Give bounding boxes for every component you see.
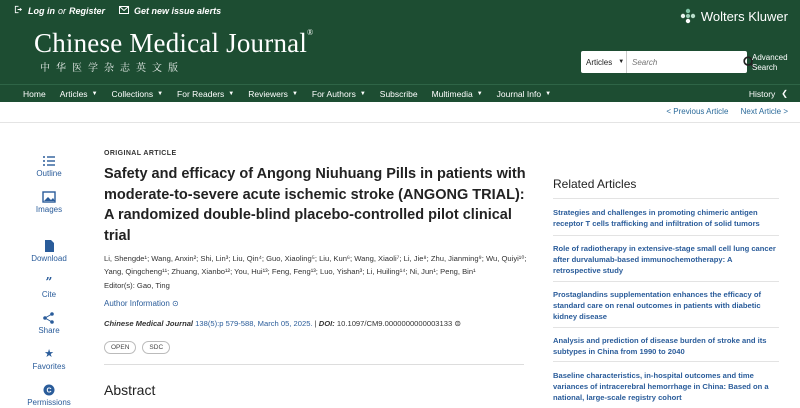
- nav-item-articles[interactable]: [60, 89, 98, 99]
- issue-alerts-link[interactable]: Get new issue alerts: [134, 6, 222, 16]
- registered-mark: ®: [307, 28, 314, 37]
- wolters-kluwer-logo-icon: [680, 8, 696, 24]
- tool-label: Favorites: [32, 362, 66, 371]
- register-link[interactable]: Register: [69, 6, 106, 16]
- nav-label: Reviewers: [248, 88, 288, 99]
- issue-link[interactable]: 138(5):p 579-588, March 05, 2025.: [195, 319, 313, 328]
- nav-label: Subscribe: [379, 88, 418, 99]
- chevron-down-icon: ▼: [228, 90, 235, 97]
- nav-label: For Authors: [311, 88, 356, 99]
- svg-text:C: C: [46, 387, 52, 395]
- login-link[interactable]: Log in: [28, 6, 55, 16]
- related-heading: Related Articles: [553, 177, 637, 191]
- tool-label: Images: [35, 205, 63, 214]
- or-text: or: [58, 6, 67, 16]
- author-information-toggle[interactable]: [104, 299, 179, 308]
- doi-value: 10.1097/CM9.0000000000003133: [336, 319, 453, 328]
- publisher-name: Wolters Kluwer: [700, 8, 788, 24]
- nav-item-journal-info[interactable]: [497, 89, 551, 99]
- tool-label: Permissions: [27, 398, 71, 407]
- related-article-link[interactable]: Role of radiotherapy in extensive-stage small cell lung cancer after durvalumab-based immunochemotherapy: A retrospective study: [553, 244, 776, 275]
- download-tool[interactable]: [25, 240, 73, 263]
- chevron-down-icon: ▼: [359, 90, 366, 97]
- search-scope-select[interactable]: [581, 51, 627, 73]
- chevron-down-icon: ▼: [91, 90, 98, 97]
- nav-item-for-authors[interactable]: [312, 89, 366, 99]
- advanced-label-1: Advanced: [752, 53, 788, 62]
- images-icon: [42, 191, 56, 203]
- chevron-down-icon: ▼: [545, 90, 552, 97]
- related-article-link[interactable]: Baseline characteristics, in-hospital outcomes and time variances of intracerebral hemorrhage in China: Based on a national, large-scale registry cohort: [553, 371, 769, 402]
- tool-label: Cite: [41, 290, 57, 299]
- nav-item-multimedia[interactable]: [432, 89, 483, 99]
- article-title: Safety and efficacy of Angong Niuhuang Pills in patients with moderate-to-severe acute ischemic stroke (ANGONG TRIAL): A randomized double-blind placebo-controlled pilot clinical trial: [104, 166, 526, 244]
- citation-line: [104, 319, 461, 328]
- copyright-icon: [42, 384, 56, 396]
- nav-label: Home: [23, 88, 46, 99]
- alert-mail-icon: [119, 6, 129, 17]
- tool-label: Download: [31, 254, 67, 263]
- search-box: [581, 51, 747, 73]
- download-icon: [42, 240, 56, 252]
- quote-icon: ”: [45, 275, 53, 289]
- divider: [553, 361, 779, 362]
- history-label: History: [748, 88, 776, 99]
- author-info-label: Author Information: [104, 299, 170, 308]
- related-article-link[interactable]: Prostaglandins supplementation enhances the efficacy of standard care on renal outcomes in patients with diabetic kidney disease: [553, 290, 762, 321]
- nav-label: Multimedia: [431, 88, 473, 99]
- chevron-left-icon: ❮: [781, 89, 788, 98]
- chevron-down-circle-icon: ⊙: [172, 299, 179, 308]
- journal-logo[interactable]: [34, 28, 313, 59]
- journal-name-cn: 中华医学杂志英文版: [40, 63, 184, 74]
- next-article-link[interactable]: Next Article >: [740, 107, 788, 116]
- nav-item-subscribe[interactable]: [380, 89, 418, 99]
- journal-name: Chinese Medical Journal: [34, 28, 308, 58]
- article-pager: [656, 107, 788, 116]
- divider: [553, 281, 779, 282]
- nav-item-for-readers[interactable]: [177, 89, 234, 99]
- chevron-down-icon: ▼: [291, 90, 298, 97]
- permissions-tool[interactable]: [25, 384, 73, 407]
- nav-item-collections[interactable]: [112, 89, 164, 99]
- chevron-down-icon: ▼: [157, 90, 164, 97]
- doi-label: DOI:: [318, 319, 335, 328]
- publisher-logo[interactable]: [680, 8, 788, 24]
- chevron-down-icon: ▼: [476, 90, 483, 97]
- outline-tool[interactable]: [25, 155, 73, 178]
- copy-doi-icon[interactable]: ⊜: [454, 319, 462, 328]
- divider: [0, 122, 800, 123]
- utility-bar: [14, 5, 235, 17]
- cite-tool[interactable]: [25, 276, 73, 299]
- related-articles: [553, 177, 781, 402]
- nav-label: Articles: [59, 88, 88, 99]
- open-access-badge: OPEN: [104, 341, 136, 354]
- advanced-search-link[interactable]: [752, 53, 788, 73]
- article-type: ORIGINAL ARTICLE: [104, 150, 177, 157]
- abstract-heading: Abstract: [104, 382, 156, 398]
- access-tags: [104, 341, 176, 354]
- divider: [553, 235, 779, 236]
- history-button[interactable]: [749, 89, 788, 99]
- share-tool[interactable]: [25, 312, 73, 335]
- main-nav: [0, 84, 800, 102]
- search-input[interactable]: [627, 58, 743, 67]
- outline-icon: [42, 155, 56, 167]
- editors: Editor(s): Gao, Ting: [104, 281, 170, 290]
- divider: [553, 198, 779, 199]
- favorites-tool[interactable]: [25, 348, 73, 371]
- nav-item-reviewers[interactable]: [248, 89, 298, 99]
- divider: [104, 364, 524, 365]
- related-article-link[interactable]: Analysis and prediction of disease burden of stroke and its subtypes in China from 1990 to 2040: [553, 336, 767, 356]
- search-scope-value: Articles: [586, 57, 613, 67]
- previous-article-link[interactable]: < Previous Article: [666, 107, 729, 116]
- tool-label: Outline: [36, 169, 62, 178]
- site-header: [0, 0, 800, 84]
- related-article-link[interactable]: Strategies and challenges in promoting chimeric antigen receptor T cells trafficking and infiltration of solid tumors: [553, 208, 760, 228]
- nav-label: For Readers: [177, 88, 225, 99]
- share-icon: [42, 312, 56, 324]
- chevron-down-icon: ▼: [618, 59, 625, 65]
- images-tool[interactable]: [25, 191, 73, 214]
- nav-item-home[interactable]: [23, 89, 46, 99]
- journal-title: Chinese Medical Journal: [104, 319, 194, 328]
- login-icon: [14, 5, 23, 17]
- author-list[interactable]: Li, Shengde¹; Wang, Anxin²; Shi, Lin³; Liu, Qin⁴; Guo, Xiaoling⁵; Liu, Kun⁶; Wang, Xiaoli⁷; Li, Jie⁸; Zhu, Jianming⁹; Wu, Quiyi¹⁰; Yang, Qingcheng¹¹; Zhuang, Xianbo¹²; You, Hui¹³; Feng, Feng¹³; Luo, Yishan³; Li, Huiling¹⁴; Ni, Jun¹; Peng, Bin¹: [104, 254, 527, 276]
- divider: [553, 327, 779, 328]
- star-icon: ★: [44, 348, 54, 360]
- sdc-badge[interactable]: SDC: [142, 341, 170, 354]
- advanced-label-2: Search: [752, 63, 778, 72]
- separator: |: [314, 319, 317, 328]
- tool-label: Share: [38, 326, 60, 335]
- nav-label: Journal Info: [496, 88, 542, 99]
- nav-label: Collections: [111, 88, 154, 99]
